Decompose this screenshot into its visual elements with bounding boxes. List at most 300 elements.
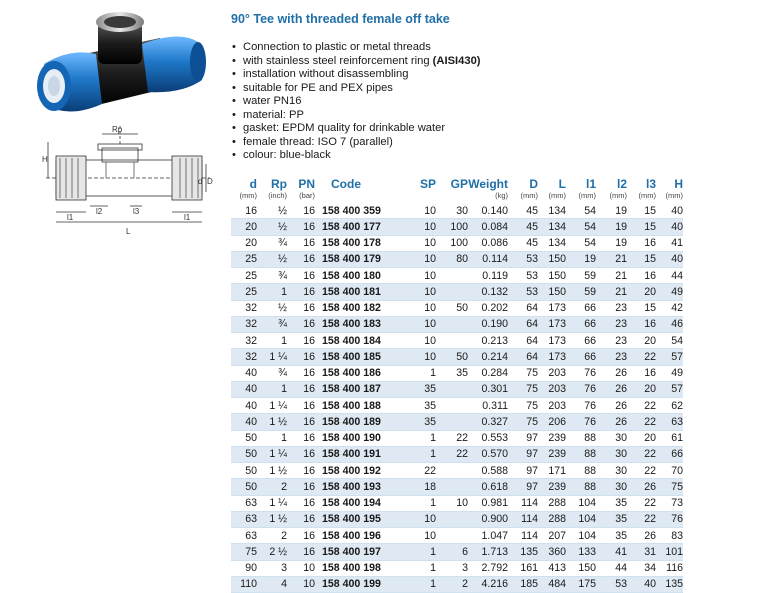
col-header-code: Code: [331, 177, 361, 191]
product-photo: [30, 8, 210, 126]
cell-l3: 22: [627, 349, 656, 365]
cell-code: 158 400 195: [315, 511, 410, 527]
cell-l2: 35: [596, 511, 627, 527]
cell-pn: 16: [287, 495, 315, 511]
cell-H: 73: [656, 495, 683, 511]
spec-table-body: [231, 203, 683, 593]
cell-weight: 0.213: [468, 333, 508, 349]
cell-gp: 3: [436, 560, 468, 576]
cell-code: 158 400 180: [315, 268, 410, 284]
label-h: H: [42, 155, 48, 164]
table-row: [231, 414, 683, 430]
cell-weight: 0.981: [468, 495, 508, 511]
cell-L: 484: [538, 576, 566, 592]
cell-l1: 88: [566, 430, 596, 446]
cell-gp: 6: [436, 544, 468, 560]
unit-cell: (mm): [548, 191, 566, 200]
cell-sp: 1: [410, 560, 436, 576]
cell-rp: 1 ½: [257, 414, 287, 430]
cell-l3: 22: [627, 463, 656, 479]
cell-D: 97: [508, 479, 538, 495]
cell-l1: 150: [566, 560, 596, 576]
unit-cell: (inch): [268, 191, 287, 200]
feature-item: • installation without disassembling: [231, 68, 481, 82]
unit-cell: (mm): [239, 191, 257, 200]
cell-D: 53: [508, 268, 538, 284]
cell-rp: 1: [257, 381, 287, 397]
cell-L: 239: [538, 446, 566, 462]
cell-pn: 16: [287, 284, 315, 300]
cell-l3: 22: [627, 495, 656, 511]
col-header-pn: PN: [298, 177, 315, 191]
feature-list: [231, 41, 481, 163]
feature-item: • Connection to plastic or metal threads: [231, 41, 481, 55]
cell-L: 173: [538, 349, 566, 365]
cell-H: 57: [656, 349, 683, 365]
cell-weight: 4.216: [468, 576, 508, 592]
cell-pn: 16: [287, 365, 315, 381]
cell-l3: 15: [627, 251, 656, 267]
cell-pn: 16: [287, 381, 315, 397]
table-row: [231, 463, 683, 479]
col-header-L: L: [558, 177, 566, 191]
unit-cell: [410, 191, 436, 203]
cell-H: 46: [656, 316, 683, 332]
cell-weight: 0.132: [468, 284, 508, 300]
cell-D: 75: [508, 381, 538, 397]
cell-D: 114: [508, 511, 538, 527]
cell-H: 70: [656, 463, 683, 479]
cell-pn: 16: [287, 528, 315, 544]
cell-weight: 1.047: [468, 528, 508, 544]
cell-l2: 26: [596, 365, 627, 381]
cell-d: 40: [231, 398, 257, 414]
cell-rp: ¾: [257, 268, 287, 284]
unit-cell: (mm): [609, 191, 627, 200]
cell-L: 171: [538, 463, 566, 479]
cell-d: 32: [231, 349, 257, 365]
cell-l1: 54: [566, 203, 596, 219]
cell-l2: 53: [596, 576, 627, 592]
table-row: [231, 300, 683, 316]
table-row: [231, 251, 683, 267]
cell-weight: 0.284: [468, 365, 508, 381]
cell-weight: 0.214: [468, 349, 508, 365]
cell-pn: 16: [287, 203, 315, 219]
cell-l3: 20: [627, 284, 656, 300]
cell-rp: 1 ½: [257, 463, 287, 479]
cell-l2: 26: [596, 381, 627, 397]
cell-rp: 1: [257, 333, 287, 349]
cell-l1: 76: [566, 414, 596, 430]
cell-gp: 50: [436, 300, 468, 316]
cell-l1: 88: [566, 479, 596, 495]
cell-code: 158 400 183: [315, 316, 410, 332]
feature-item: • gasket: EPDM quality for drinkable water: [231, 122, 481, 136]
cell-L: 173: [538, 333, 566, 349]
cell-weight: 0.114: [468, 251, 508, 267]
cell-gp: 100: [436, 219, 468, 235]
cell-l1: 59: [566, 284, 596, 300]
cell-weight: 0.553: [468, 430, 508, 446]
cell-l2: 44: [596, 560, 627, 576]
cell-d: 32: [231, 333, 257, 349]
cell-pn: 16: [287, 446, 315, 462]
cell-L: 288: [538, 495, 566, 511]
col-header-l3: l3: [645, 177, 656, 191]
cell-l1: 66: [566, 300, 596, 316]
cell-sp: 10: [410, 219, 436, 235]
cell-l2: 30: [596, 446, 627, 462]
cell-gp: 80: [436, 251, 468, 267]
table-row: [231, 203, 683, 219]
cell-l1: 66: [566, 349, 596, 365]
cell-H: 75: [656, 479, 683, 495]
cell-l1: 54: [566, 235, 596, 251]
unit-cell: (mm): [578, 191, 596, 200]
cell-rp: ½: [257, 203, 287, 219]
cell-gp: 10: [436, 495, 468, 511]
cell-L: 134: [538, 203, 566, 219]
cell-sp: 1: [410, 576, 436, 592]
cell-sp: 1: [410, 365, 436, 381]
cell-l3: 16: [627, 365, 656, 381]
cell-rp: ¾: [257, 316, 287, 332]
product-title: 90° Tee with threaded female off take: [231, 12, 450, 26]
unit-cell: (mm): [520, 191, 538, 200]
feature-item: • female thread: ISO 7 (parallel): [231, 136, 481, 150]
cell-L: 134: [538, 235, 566, 251]
cell-D: 45: [508, 235, 538, 251]
table-row: [231, 398, 683, 414]
cell-H: 135: [656, 576, 683, 592]
cell-gp: 2: [436, 576, 468, 592]
cell-sp: 22: [410, 463, 436, 479]
cell-H: 61: [656, 430, 683, 446]
cell-sp: 1: [410, 495, 436, 511]
table-row: [231, 381, 683, 397]
col-header-weight: Weight: [468, 177, 508, 191]
label-rp: Rp: [112, 125, 123, 134]
cell-l3: 16: [627, 268, 656, 284]
cell-L: 203: [538, 365, 566, 381]
cell-pn: 16: [287, 333, 315, 349]
cell-rp: 1 ¼: [257, 446, 287, 462]
cell-code: 158 400 189: [315, 414, 410, 430]
cell-code: 158 400 187: [315, 381, 410, 397]
cell-pn: 16: [287, 430, 315, 446]
cell-rp: ¾: [257, 365, 287, 381]
cell-d: 90: [231, 560, 257, 576]
cell-rp: ½: [257, 300, 287, 316]
table-row: [231, 349, 683, 365]
cell-l3: 31: [627, 544, 656, 560]
cell-L: 207: [538, 528, 566, 544]
cell-L: 288: [538, 511, 566, 527]
cell-rp: 1 ¼: [257, 398, 287, 414]
cell-pn: 16: [287, 235, 315, 251]
cell-l3: 16: [627, 316, 656, 332]
cell-pn: 16: [287, 511, 315, 527]
cell-H: 83: [656, 528, 683, 544]
cell-L: 173: [538, 316, 566, 332]
cell-L: 150: [538, 268, 566, 284]
cell-code: 158 400 181: [315, 284, 410, 300]
unit-cell: (kg): [495, 191, 508, 200]
cell-l2: 41: [596, 544, 627, 560]
cell-l2: 30: [596, 479, 627, 495]
header-row: [231, 178, 683, 191]
col-header-sp: SP: [419, 177, 436, 191]
cell-rp: ½: [257, 219, 287, 235]
cell-code: 158 400 179: [315, 251, 410, 267]
cell-l2: 35: [596, 528, 627, 544]
cell-H: 63: [656, 414, 683, 430]
cell-l1: 76: [566, 381, 596, 397]
cell-code: 158 400 196: [315, 528, 410, 544]
cell-rp: 1 ¼: [257, 495, 287, 511]
cell-l2: 23: [596, 333, 627, 349]
cell-d: 110: [231, 576, 257, 592]
spec-table: [231, 178, 683, 593]
unit-cell: (mm): [665, 191, 683, 200]
cell-l3: 20: [627, 430, 656, 446]
col-header-D: D: [529, 177, 538, 191]
cell-code: 158 400 197: [315, 544, 410, 560]
col-header-gp: GP: [450, 177, 468, 191]
cell-l3: 22: [627, 511, 656, 527]
cell-D: 97: [508, 463, 538, 479]
unit-cell: [315, 191, 410, 203]
cell-gp: [436, 398, 468, 414]
cell-sp: 10: [410, 235, 436, 251]
cell-d: 63: [231, 495, 257, 511]
table-row: [231, 511, 683, 527]
cell-D: 45: [508, 219, 538, 235]
table-row: [231, 560, 683, 576]
cell-l3: 15: [627, 300, 656, 316]
label-l3: l3: [133, 207, 140, 216]
cell-code: 158 400 186: [315, 365, 410, 381]
col-header-rp: Rp: [271, 177, 287, 191]
technical-drawing: [40, 122, 215, 252]
cell-weight: 2.792: [468, 560, 508, 576]
cell-l3: 22: [627, 414, 656, 430]
label-D: D: [207, 177, 213, 186]
cell-D: 114: [508, 528, 538, 544]
cell-l2: 19: [596, 203, 627, 219]
cell-gp: 100: [436, 235, 468, 251]
table-row: [231, 544, 683, 560]
cell-l2: 21: [596, 284, 627, 300]
cell-pn: 16: [287, 463, 315, 479]
cell-D: 75: [508, 414, 538, 430]
cell-weight: 0.202: [468, 300, 508, 316]
cell-l2: 26: [596, 398, 627, 414]
cell-gp: [436, 333, 468, 349]
cell-sp: 1: [410, 430, 436, 446]
feature-item: • colour: blue-black: [231, 149, 481, 163]
cell-weight: 0.301: [468, 381, 508, 397]
cell-code: 158 400 185: [315, 349, 410, 365]
cell-l2: 19: [596, 219, 627, 235]
cell-l1: 175: [566, 576, 596, 592]
cell-H: 66: [656, 446, 683, 462]
cell-D: 114: [508, 495, 538, 511]
cell-weight: 0.570: [468, 446, 508, 462]
cell-l1: 59: [566, 268, 596, 284]
cell-pn: 16: [287, 316, 315, 332]
cell-H: 101: [656, 544, 683, 560]
cell-code: 158 400 199: [315, 576, 410, 592]
cell-H: 116: [656, 560, 683, 576]
cell-weight: 0.618: [468, 479, 508, 495]
cell-weight: 1.713: [468, 544, 508, 560]
cell-l2: 30: [596, 430, 627, 446]
cell-d: 40: [231, 381, 257, 397]
cell-rp: 2: [257, 479, 287, 495]
cell-sp: 10: [410, 268, 436, 284]
cell-code: 158 400 188: [315, 398, 410, 414]
table-row: [231, 576, 683, 592]
cell-code: 158 400 359: [315, 203, 410, 219]
cell-gp: [436, 528, 468, 544]
cell-sp: 10: [410, 511, 436, 527]
cell-code: 158 400 193: [315, 479, 410, 495]
cell-l1: 76: [566, 365, 596, 381]
cell-gp: 22: [436, 430, 468, 446]
cell-H: 49: [656, 284, 683, 300]
cell-l1: 104: [566, 495, 596, 511]
unit-cell: (bar): [299, 191, 315, 200]
cell-code: 158 400 191: [315, 446, 410, 462]
label-L: L: [126, 227, 131, 236]
cell-pn: 16: [287, 414, 315, 430]
cell-d: 75: [231, 544, 257, 560]
cell-gp: [436, 284, 468, 300]
cell-d: 32: [231, 316, 257, 332]
cell-sp: 10: [410, 349, 436, 365]
cell-L: 203: [538, 398, 566, 414]
cell-d: 50: [231, 479, 257, 495]
table-row: [231, 219, 683, 235]
cell-H: 76: [656, 511, 683, 527]
cell-gp: [436, 479, 468, 495]
table-row: [231, 235, 683, 251]
cell-l2: 23: [596, 316, 627, 332]
cell-l3: 22: [627, 446, 656, 462]
cell-code: 158 400 177: [315, 219, 410, 235]
cell-gp: [436, 511, 468, 527]
cell-L: 150: [538, 251, 566, 267]
cell-rp: 1 ¼: [257, 349, 287, 365]
cell-gp: 35: [436, 365, 468, 381]
cell-pn: 16: [287, 251, 315, 267]
table-row: [231, 479, 683, 495]
cell-l2: 35: [596, 495, 627, 511]
cell-d: 63: [231, 528, 257, 544]
cell-sp: 35: [410, 381, 436, 397]
cell-D: 161: [508, 560, 538, 576]
cell-l2: 26: [596, 414, 627, 430]
cell-weight: 0.190: [468, 316, 508, 332]
cell-D: 75: [508, 398, 538, 414]
cell-pn: 10: [287, 576, 315, 592]
cell-D: 97: [508, 430, 538, 446]
col-header-d: d: [249, 177, 257, 191]
table-row: [231, 430, 683, 446]
cell-l1: 104: [566, 511, 596, 527]
table-row: [231, 316, 683, 332]
cell-D: 185: [508, 576, 538, 592]
cell-d: 40: [231, 365, 257, 381]
cell-d: 32: [231, 300, 257, 316]
cell-code: 158 400 194: [315, 495, 410, 511]
cell-l1: 66: [566, 316, 596, 332]
cell-L: 173: [538, 300, 566, 316]
cell-L: 239: [538, 479, 566, 495]
cell-D: 97: [508, 446, 538, 462]
cell-L: 203: [538, 381, 566, 397]
cell-code: 158 400 182: [315, 300, 410, 316]
table-row: [231, 528, 683, 544]
cell-D: 64: [508, 316, 538, 332]
cell-pn: 16: [287, 219, 315, 235]
cell-D: 53: [508, 284, 538, 300]
cell-l1: 66: [566, 333, 596, 349]
unit-cell: (mm): [638, 191, 656, 200]
cell-L: 150: [538, 284, 566, 300]
cell-d: 25: [231, 251, 257, 267]
label-l1-left: l1: [67, 213, 74, 222]
table-row: [231, 284, 683, 300]
cell-l3: 20: [627, 333, 656, 349]
cell-rp: 1 ½: [257, 511, 287, 527]
cell-d: 50: [231, 463, 257, 479]
cell-l3: 15: [627, 203, 656, 219]
cell-gp: [436, 414, 468, 430]
cell-gp: [436, 381, 468, 397]
cell-weight: 0.900: [468, 511, 508, 527]
cell-rp: 3: [257, 560, 287, 576]
cell-l2: 19: [596, 235, 627, 251]
cell-l1: 104: [566, 528, 596, 544]
cell-weight: 0.311: [468, 398, 508, 414]
cell-H: 41: [656, 235, 683, 251]
cell-H: 54: [656, 333, 683, 349]
cell-sp: 10: [410, 251, 436, 267]
cell-H: 40: [656, 251, 683, 267]
col-header-l2: l2: [616, 177, 627, 191]
cell-weight: 0.119: [468, 268, 508, 284]
unit-cell: [436, 191, 468, 203]
cell-sp: 10: [410, 528, 436, 544]
cell-sp: 1: [410, 446, 436, 462]
cell-l3: 22: [627, 398, 656, 414]
cell-d: 20: [231, 235, 257, 251]
cell-L: 134: [538, 219, 566, 235]
cell-D: 135: [508, 544, 538, 560]
table-row: [231, 268, 683, 284]
cell-code: 158 400 198: [315, 560, 410, 576]
cell-l1: 76: [566, 398, 596, 414]
cell-l1: 88: [566, 463, 596, 479]
cell-pn: 16: [287, 349, 315, 365]
cell-rp: ¾: [257, 235, 287, 251]
cell-gp: 22: [436, 446, 468, 462]
cell-d: 50: [231, 446, 257, 462]
cell-l3: 20: [627, 381, 656, 397]
